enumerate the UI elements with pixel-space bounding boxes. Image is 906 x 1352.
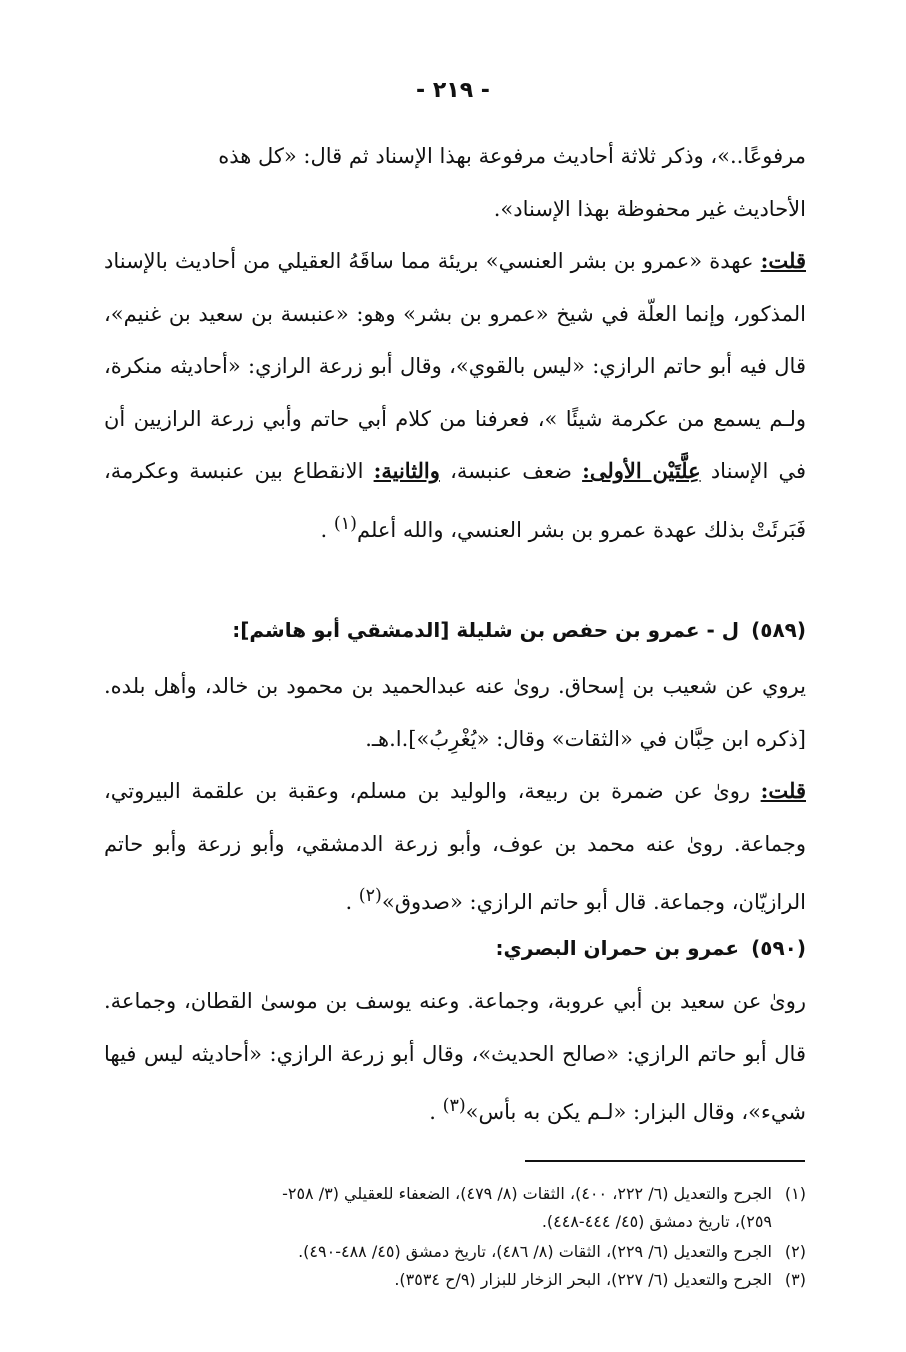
entry-589-text: يروي عن شعيب بن إسحاق. روىٰ عنه عبدالحميد بن محمود بن خالد، وأهل بلده. [ذكره ابن حِبَّان في «الثقات» وقال: «يُغْرِبُ»].ا.هـ. [104,674,806,751]
intro-paragraph [104,130,806,235]
entry-590-text [104,975,806,1139]
footnote-ref-1[interactable]: (١) [333,513,357,534]
entry-589-qult [104,765,806,929]
intro-line-1: مرفوعًا..»، وذكر ثلاثة أحاديث مرفوعة بهذا الإسناد ثم قال: «كل هذه [218,144,806,168]
entry-590-body: روىٰ عن سعيد بن أبي عروبة، وجماعة. وعنه يوسف بن موسىٰ القطان، وجماعة. قال أبو حاتم الرازي: «صالح الحديث»، وقال أبو زرعة الرازي: «أحاديثه ليس فيها شيء»، وقال البزار: «لـم يكن به بأس» [104,989,806,1125]
footnote-3-line-1: الجرح والتعديل (٦/ ٢٢٧)، البحر الزخار للبزار (٩/ح ٣٥٣٤). [394,1270,772,1289]
qult-text-3: الانقطاع بين عنبسة وعكرمة، فَبَرئَتْ بذلك عهدة عمرو بن بشر العنسي، والله أعلم [104,459,806,542]
entry-589-number: (٥٨٩) [751,618,806,642]
entry-589-title: ل - عمرو بن حفص بن شليلة [الدمشقي أبو هاشم]: [232,618,740,642]
qult-paragraph-1 [104,235,806,557]
qult-label: قلت: [760,248,806,273]
entry-590-heading [104,930,806,966]
footnote-separator [525,1160,805,1162]
footnote-1-line-2: ٢٥٩)، تاريخ دمشق (٤٥/ ٤٤٤-٤٤٨). [541,1212,772,1231]
footnote-3-number: (٣) [784,1270,806,1289]
entry-589-qult-text: روىٰ عن ضمرة بن ربيعة، والوليد بن مسلم، وعقبة بن علقمة البيروتي، وجماعة. روىٰ عنه محمد بن عوف، وأبو زرعة الدمشقي، وأبو زرعة وأبو حاتم الرازيّان، وجماعة. قال أبو حاتم الرازي: «صدوق» [104,779,806,915]
entry-590-number: (٥٩٠) [751,936,806,960]
footnote-2-number: (٢) [784,1242,806,1261]
qult-text-2: ضعف عنبسة، [439,459,583,484]
footnote-1 [104,1180,806,1236]
entry-589-heading [104,612,806,648]
footnote-2 [104,1238,806,1266]
footnote-ref-2[interactable]: (٢) [358,886,382,907]
entry-589-end: . [345,890,359,915]
entry-590-title: عمرو بن حمران البصري: [495,936,740,960]
qult-underlined-phrase-1: عِلَّتَيْن الأولى: [582,458,701,484]
footnote-ref-3[interactable]: (٣) [442,1096,466,1117]
qult-text: عهدة «عمرو بن بشر العنسي» بريئة مما ساقَهُ العقيلي من أحاديث بالإسناد المذكور، وإنما العلّة في شيخ «عمرو بن بشر» وهو: «عنبسة بن سعيد بن غنيم»، قال فيه أبو حاتم الرازي: «ليس بالقوي»، وقال أبو زرعة الرازي: «أحاديثه منكرة، ولـم يسمع من عكرمة شيئًا »، فعرفنا من كلام أبي حاتم وأبي زرعة الرازيين أن في الإسناد [104,249,807,484]
footnote-3 [104,1266,806,1294]
entry-590-end: . [429,1100,443,1125]
qult-underlined-phrase-2: والثانية: [373,458,440,484]
qult-label: قلت: [760,778,806,803]
footnote-1-number: (١) [784,1184,806,1203]
footnote-1-line-1: الجرح والتعديل (٦/ ٢٢٢، ٤٠٠)، الثقات (٨/ ٤٧٩)، الضعفاء للعقيلي (٣/ ٢٥٨- [282,1184,772,1203]
qult-end: . [320,517,334,542]
footnote-2-line-1: الجرح والتعديل (٦/ ٢٢٩)، الثقات (٨/ ٤٨٦)، تاريخ دمشق (٤٥/ ٤٨٨-٤٩٠). [298,1242,772,1261]
intro-line-2: الأحاديث غير محفوظة بهذا الإسناد». [493,196,806,221]
page-number: - ٢١٩ - [416,78,490,103]
